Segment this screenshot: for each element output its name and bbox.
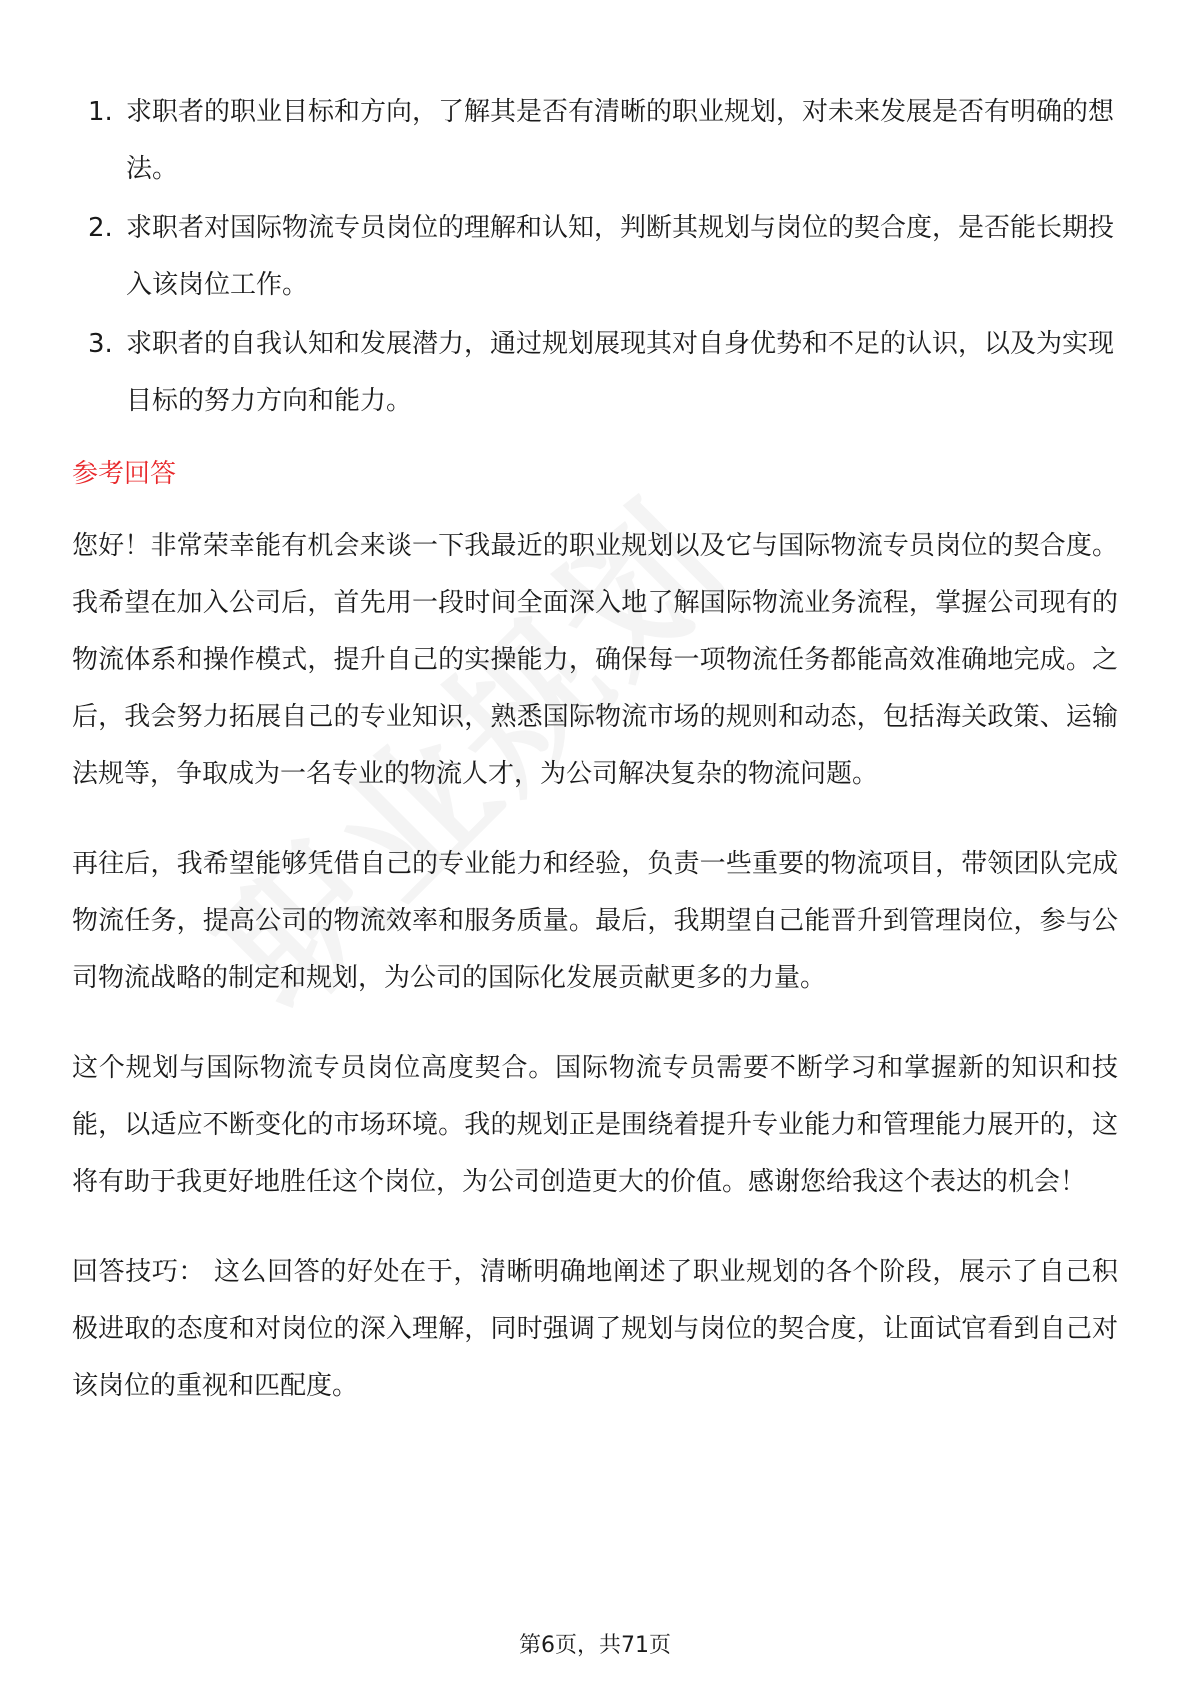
list-item-text: 求职者对国际物流专员岗位的理解和认知，判断其规划与岗位的契合度，是否能长期投入该岗位工作。 (126, 213, 1115, 300)
paragraph: 回答技巧： 这么回答的好处在于，清晰明确地阐述了职业规划的各个阶段，展示了自己积极进取的态度和对岗位的深入理解，同时强调了规划与岗位的契合度，让面试官看到自己对该岗位的重视和匹配度。 (72, 1257, 1118, 1401)
list-item (72, 84, 1118, 198)
paragraph: 您好！非常荣幸能有机会来谈一下我最近的职业规划以及它与国际物流专员岗位的契合度。我希望在加入公司后，首先用一段时间全面深入地了解国际物流业务流程，掌握公司现有的物流体系和操作模式，提升自己的实操能力，确保每一项物流任务都能高效准确地完成。之后，我会努力拓展自己的专业知识，熟悉国际物流市场的规则和动态，包括海关政策、运输法规等，争取成为一名专业的物流人才，为公司解决复杂的物流问题。 (72, 531, 1118, 789)
list-item-text: 求职者的职业目标和方向，了解其是否有清晰的职业规划，对未来发展是否有明确的想法。 (126, 97, 1115, 184)
criteria-list (72, 84, 1118, 430)
list-item-number: 1. (88, 97, 113, 127)
list-item-number: 2. (88, 213, 113, 243)
section-title: 参考回答 (72, 459, 177, 489)
list-item (72, 316, 1118, 430)
document-body (72, 84, 1118, 1448)
paragraph: 再往后，我希望能够凭借自己的专业能力和经验，负责一些重要的物流项目，带领团队完成物流任务，提高公司的物流效率和服务质量。最后，我期望自己能晋升到管理岗位，参与公司物流战略的制定和规划，为公司的国际化发展贡献更多的力量。 (72, 849, 1118, 993)
list-item-number: 3. (88, 329, 113, 359)
paragraph: 这个规划与国际物流专员岗位高度契合。国际物流专员需要不断学习和掌握新的知识和技能，以适应不断变化的市场环境。我的规划正是围绕着提升专业能力和管理能力展开的，这将有助于我更好地胜任这个岗位，为公司创造更大的价值。感谢您给我这个表达的机会！ (72, 1053, 1118, 1197)
page-number: 第6页，共71页 (519, 1633, 671, 1658)
list-item (72, 200, 1118, 314)
list-item-text: 求职者的自我认知和发展潜力，通过规划展现其对自身优势和不足的认识，以及为实现目标的努力方向和能力。 (126, 329, 1115, 416)
